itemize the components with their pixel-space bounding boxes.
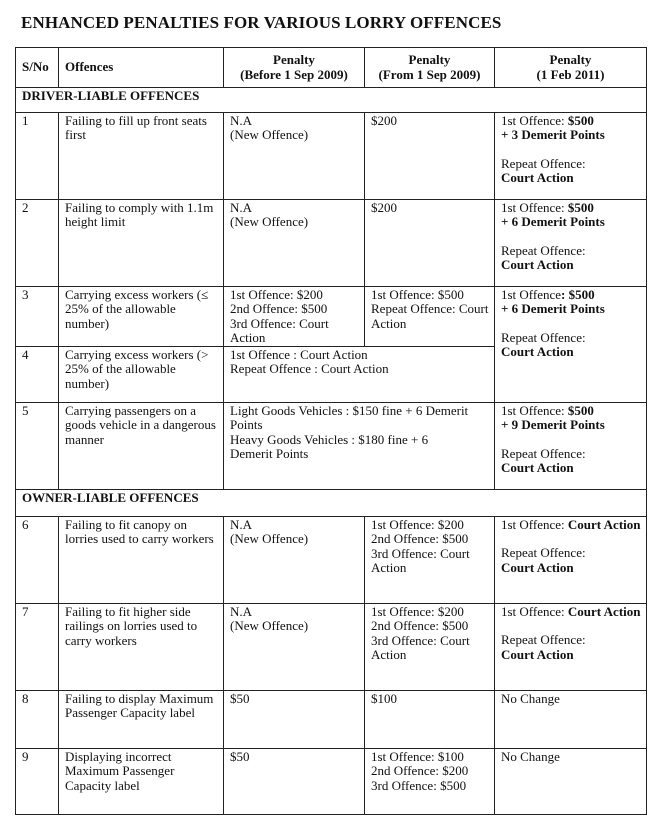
row-4-combined-line: 1st Offence : Court Action (230, 346, 368, 362)
row-7-feb-repeat-value: Court Action (501, 646, 574, 662)
row-3-feb-repeat-label: Repeat Offence: (501, 329, 586, 345)
row-7-before-line: N.A (230, 603, 253, 619)
header-penalty-from-date: (From 1 Sep 2009) (378, 66, 481, 82)
row-9-feb: No Change (495, 748, 647, 814)
row-2-feb-first-amount: $500 (567, 199, 594, 215)
table-row (16, 402, 647, 489)
row-7-before (224, 603, 365, 690)
row-1-feb-first-amount: $500 (567, 112, 594, 128)
table-row (16, 603, 647, 690)
header-penalty-before (224, 48, 365, 88)
row-1-from (365, 112, 495, 199)
row-7-from-line: 3rd Offence: Court Action (371, 632, 470, 662)
row-1-offence: Failing to fill up front seats first (59, 112, 224, 199)
table-row (16, 516, 647, 603)
row-4-combined-line: Repeat Offence : Court Action (230, 361, 389, 376)
row-6-feb-first-value: Court Action (567, 516, 641, 532)
section-owner-liable: OWNER-LIABLE OFFENCES (16, 489, 647, 516)
row-3-sno: 3 (16, 286, 59, 346)
row-5-feb-repeat-label: Repeat Offence: (501, 445, 586, 461)
row-3-from (365, 286, 495, 346)
row-5-feb-demerit: + 9 Demerit Points (501, 417, 605, 432)
header-penalty-from (365, 48, 495, 88)
row-1-before-line: (New Offence) (230, 127, 309, 142)
row-8-from-line: $100 (371, 690, 397, 706)
row-3-from-line: Repeat Offence: Court Action (371, 301, 489, 331)
row-9-from-line: 1st Offence: $100 (371, 748, 464, 764)
row-5-feb-first (501, 404, 642, 419)
row-7-feb-repeat-label: Repeat Offence: (501, 632, 586, 647)
header-penalty-from-title: Penalty (408, 52, 451, 67)
row-3-feb-first (501, 288, 642, 303)
row-3-feb-first-amount: : $500 (561, 286, 595, 302)
row-8-before-line: $50 (230, 690, 250, 706)
row-9-from-line: 3rd Offence: $500 (371, 777, 467, 793)
row-7-before-line: (New Offence) (230, 618, 309, 633)
row-6-from-line: 1st Offence: $200 (371, 516, 464, 532)
row-3-before-line: 3rd Offence: Court Action (230, 315, 329, 345)
row-4-offence: Carrying excess workers (> 25% of the allowable number) (59, 346, 224, 402)
row-8-before (224, 690, 365, 748)
row-5-feb-first-label: 1st Offence: (501, 402, 568, 418)
row-1-from-line: $200 (371, 112, 397, 128)
row-3-before-line: 1st Offence: $200 (230, 286, 323, 302)
row-9-before (224, 748, 365, 814)
row-3-offence: Carrying excess workers (≤ 25% of the allowable number) (59, 286, 224, 346)
row-7-offence: Failing to fit higher side railings on lorries used to carry workers (59, 603, 224, 690)
header-penalty-before-title: Penalty (273, 52, 315, 67)
row-2-before-line: (New Offence) (230, 214, 309, 229)
row-9-from-line: 2nd Offence: $200 (371, 763, 469, 778)
row-6-from-line: 2nd Offence: $500 (371, 531, 469, 546)
row-5-combined-line: Heavy Goods Vehicles : $180 fine + 6 Demerit Points (230, 431, 429, 461)
header-sno: S/No (16, 48, 59, 88)
row-8-feb: No Change (495, 690, 647, 748)
row-6-before (224, 516, 365, 603)
row-6-from (365, 516, 495, 603)
header-offences: Offences (59, 48, 224, 88)
document-title: ENHANCED PENALTIES FOR VARIOUS LORRY OFFENCES (21, 13, 502, 32)
row-6-before-line: N.A (230, 516, 253, 532)
row-3-feb-repeat-value: Court Action (501, 344, 574, 359)
row-3-4-feb (495, 286, 647, 402)
row-6-feb (495, 516, 647, 603)
row-3-feb-first-label: 1st Offence (501, 286, 562, 302)
row-2-from (365, 199, 495, 286)
row-6-sno: 6 (16, 516, 59, 603)
row-2-feb-first (501, 201, 642, 216)
row-9-before-line: $50 (230, 748, 250, 764)
row-1-sno: 1 (16, 112, 59, 199)
row-6-from-line: 3rd Offence: Court Action (371, 545, 470, 575)
row-5-offence: Carrying passengers on a goods vehicle in a dangerous manner (59, 402, 224, 489)
row-1-feb-first-label: 1st Offence: (501, 112, 568, 128)
table-row (16, 690, 647, 748)
row-2-before-line: N.A (230, 199, 253, 215)
row-7-feb-first (501, 605, 642, 620)
row-6-feb-repeat-label: Repeat Offence: (501, 545, 586, 560)
header-penalty-before-date: (Before 1 Sep 2009) (240, 66, 348, 82)
header-row (16, 48, 647, 88)
table-row (16, 199, 647, 286)
row-4-combined (224, 346, 495, 402)
row-2-before (224, 199, 365, 286)
row-9-offence: Displaying incorrect Maximum Passenger Capacity label (59, 748, 224, 814)
row-6-feb-first (501, 518, 642, 533)
row-2-from-line: $200 (371, 199, 397, 215)
row-9-from (365, 748, 495, 814)
row-8-sno: 8 (16, 690, 59, 748)
row-2-sno: 2 (16, 199, 59, 286)
row-1-feb-repeat-value: Court Action (501, 170, 574, 185)
row-5-sno: 5 (16, 402, 59, 489)
row-4-sno: 4 (16, 346, 59, 402)
row-3-before (224, 286, 365, 346)
section-row-owner (16, 489, 647, 516)
row-1-feb-demerit: + 3 Demerit Points (501, 127, 605, 142)
row-1-feb (495, 112, 647, 199)
penalties-table (15, 47, 647, 815)
row-1-before (224, 112, 365, 199)
row-6-feb-repeat-value: Court Action (501, 559, 574, 575)
row-5-feb-first-amount: $500 (567, 402, 594, 418)
row-3-from-line: 1st Offence: $500 (371, 286, 464, 302)
row-1-feb-repeat-label: Repeat Offence: (501, 155, 586, 171)
header-penalty-feb-date: (1 Feb 2011) (536, 66, 605, 82)
table-row (16, 748, 647, 814)
row-7-feb (495, 603, 647, 690)
row-7-sno: 7 (16, 603, 59, 690)
row-6-offence: Failing to fit canopy on lorries used to carry workers (59, 516, 224, 603)
header-penalty-feb-title: Penalty (549, 52, 592, 67)
table-row (16, 112, 647, 199)
section-row-driver (16, 88, 647, 113)
row-1-feb-first (501, 114, 642, 129)
row-1-before-line: N.A (230, 112, 253, 128)
row-5-combined-line: Light Goods Vehicles : $150 fine + 6 Demerit Points (230, 402, 469, 432)
row-8-offence: Failing to display Maximum Passenger Capacity label (59, 690, 224, 748)
row-6-before-line: (New Offence) (230, 531, 309, 546)
row-9-sno: 9 (16, 748, 59, 814)
row-2-feb-first-label: 1st Offence: (501, 199, 568, 215)
row-3-before-line: 2nd Offence: $500 (230, 301, 328, 316)
row-8-from (365, 690, 495, 748)
table-row (16, 286, 647, 346)
row-7-feb-first-label: 1st Offence: (501, 603, 568, 619)
row-2-feb-demerit: + 6 Demerit Points (501, 214, 605, 229)
row-7-from (365, 603, 495, 690)
row-2-feb-repeat-value: Court Action (501, 257, 574, 272)
row-5-feb (495, 402, 647, 489)
row-7-feb-first-value: Court Action (567, 603, 641, 619)
row-7-from-line: 2nd Offence: $500 (371, 618, 469, 633)
header-penalty-feb (495, 48, 647, 88)
row-6-feb-first-label: 1st Offence: (501, 516, 568, 532)
section-driver-liable: DRIVER-LIABLE OFFENCES (16, 88, 647, 113)
row-2-offence: Failing to comply with 1.1m height limit (59, 199, 224, 286)
row-5-feb-repeat-value: Court Action (501, 460, 574, 475)
row-5-combined (224, 402, 495, 489)
row-7-from-line: 1st Offence: $200 (371, 603, 464, 619)
row-3-feb-demerit: + 6 Demerit Points (501, 301, 605, 316)
row-2-feb (495, 199, 647, 286)
row-2-feb-repeat-label: Repeat Offence: (501, 242, 586, 258)
